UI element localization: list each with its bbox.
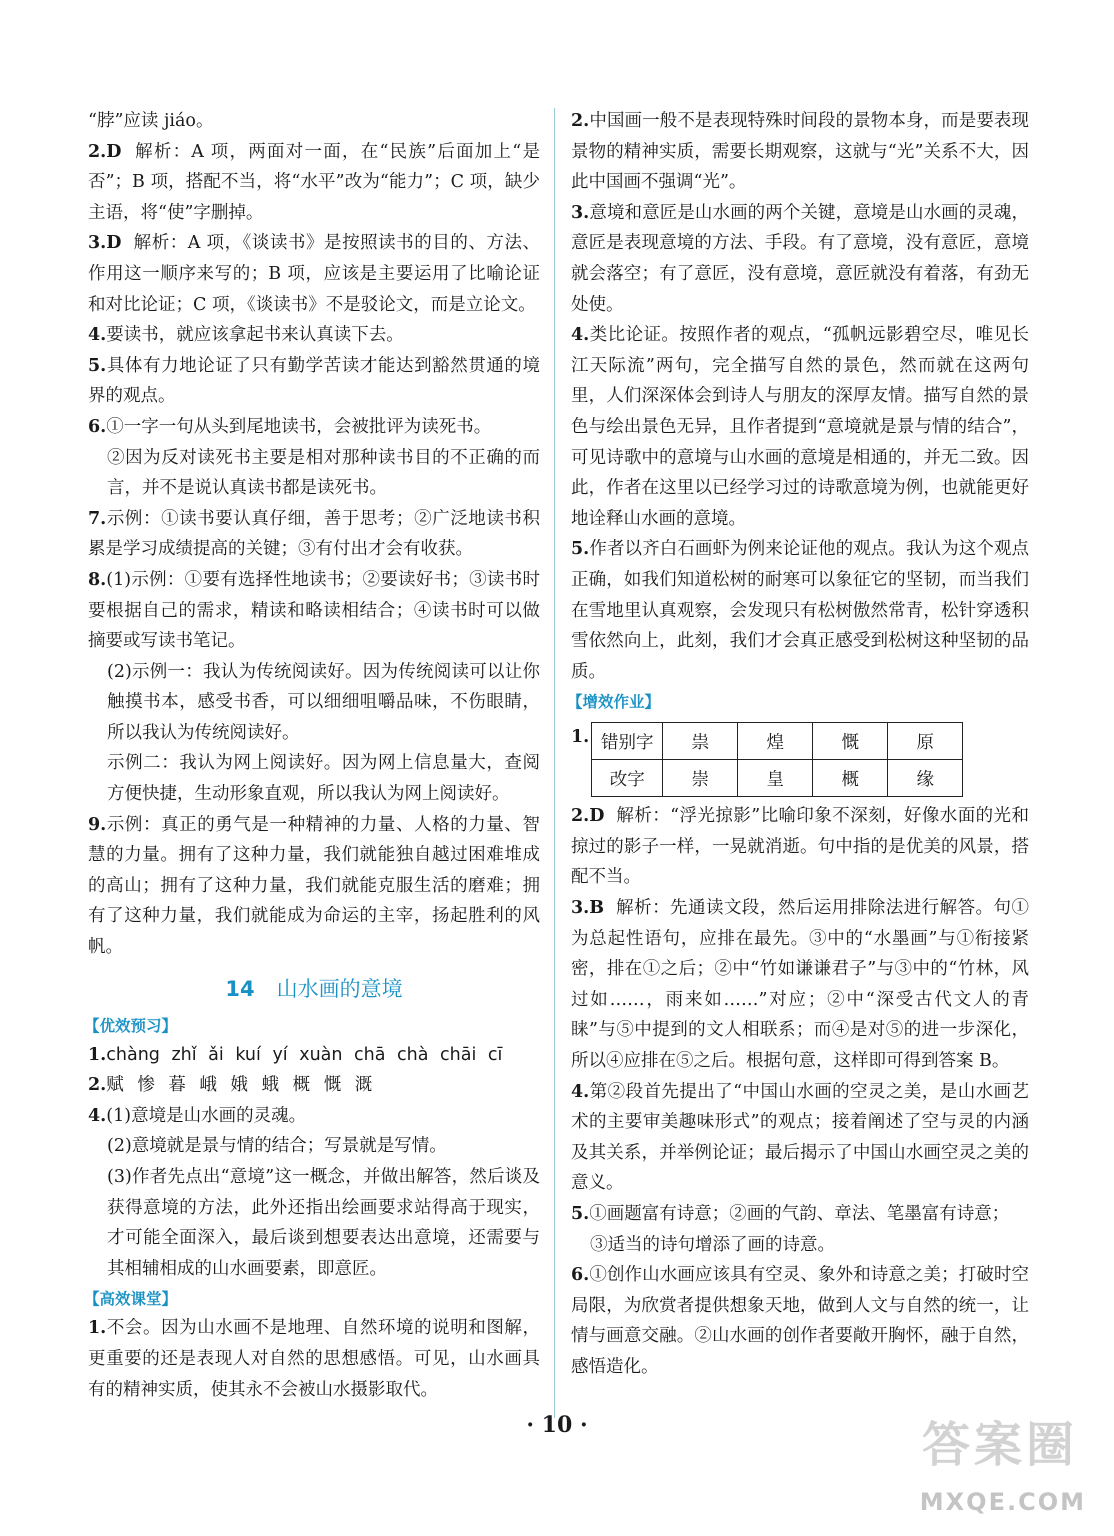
preview-2	[88, 1070, 540, 1101]
answer-text: ①创作山水画应该具有空灵、象外和诗意之美；打破时空局限，为欣赏者提供想象天地，做到人文与自然的统一，让情与画意交融。②山水画的创作者要敞开胸怀，融于自然，感悟造化。	[571, 1265, 1029, 1377]
table-cell: 祟	[663, 723, 738, 760]
answer-5	[88, 351, 540, 412]
answer-4	[88, 320, 540, 351]
preview-1	[88, 1040, 540, 1071]
table-cell: 慨	[813, 723, 888, 760]
table-cell: 缘	[888, 760, 963, 797]
homework-5-part: ③适当的诗句增添了画的诗意。	[590, 1234, 835, 1255]
answer-number: 7.	[88, 508, 107, 529]
answer-text: 解析：先通读文段，然后运用排除法进行解答。句①为总起性语句，应排在最先。③中的“水墨画”与①衔接紧密，排在①之后；②中“竹如谦谦君子”与③中的“竹林，风过如……，雨来如……”对应；②中“深受古代文人的青睐”与⑤中提到的文人相联系；而④是对⑤的进一步深化，所以④应排在⑤之后。根据句意，这样即可得到答案 B。	[571, 898, 1029, 1072]
answer-8-part: 示例二：我认为网上阅读好。因为网上信息量大，查阅方便快捷，生动形象直观，所以我认为网上阅读好。	[107, 753, 540, 805]
answer-number: 9.	[88, 814, 107, 835]
answer-8	[88, 565, 540, 657]
right-column	[567, 106, 1029, 1383]
table-cell: 概	[813, 760, 888, 797]
table-cell: 错别字	[592, 723, 663, 760]
answer-text: 意境和意匠是山水画的两个关键，意境是山水画的灵魂，意匠是表现意境的方法、手段。有了意境，没有意匠，意境就会落空；有了意匠，没有意境，意匠就没有着落，有劲无处使。	[571, 202, 1029, 315]
answer-text: 解析：A 项，《谈读书》是按照读书的目的、方法、作用这一顺序来写的；B 项，应该是主要运用了比喻论证和对比论证；C 项，《谈读书》不是驳论文，而是立论文。	[88, 233, 540, 315]
preview-4-part: (3)作者先点出“意境”这一概念，并做出解答，然后谈及获得意境的方法，此外还指出绘画要求站得高于现实，才可能全面深入，最后谈到想要表达出意境，还需要与其相辅相成的山水画要素，即意匠。	[107, 1167, 540, 1279]
answer-text: 要读书，就应该拿起书来认真读下去。	[106, 325, 404, 346]
table-cell: 改字	[592, 760, 663, 797]
answer-8-part: (2)示例一：我认为传统阅读好。因为传统阅读可以让你触摸书本，感受书香，可以细细咀嚼品味，不伤眼睛，所以我认为传统阅读好。	[107, 661, 540, 743]
table-row	[592, 760, 963, 797]
answer-number: 1.	[571, 727, 590, 748]
table-cell: 原	[888, 723, 963, 760]
answer-2	[88, 137, 540, 229]
answer-number: 2.D	[88, 141, 122, 162]
answer-number: 3.	[571, 202, 590, 223]
answer-number: 4.	[571, 1081, 590, 1102]
answer-text: 解析：“浮光掠影”比喻印象不深刻，好像水面的光和掠过的影子一样，一晃就消逝。句中指的是优美的风景，搭配不当。	[571, 806, 1029, 888]
page-number: · 10 ·	[526, 1412, 588, 1438]
answer-number: 4.	[88, 325, 107, 346]
answer-number: 2.	[88, 1075, 107, 1096]
lesson-title: 山水画的意境	[276, 976, 403, 1001]
answer-line: “脖”应读 jiáo。	[88, 111, 214, 131]
answer-number: 6.	[571, 1265, 590, 1286]
answer-text: 中国画一般不是表现特殊时间段的景物本身，而是要表现景物的精神实质，需要长期观察，这就与“光”关系不大，因此中国画不强调“光”。	[571, 111, 1029, 193]
left-column	[84, 106, 540, 1405]
answer-number: 3.D	[88, 233, 122, 254]
homework-1	[571, 722, 1029, 797]
answer-number: 5.	[88, 355, 107, 376]
answer-number: 4.	[571, 325, 590, 346]
answer-number: 8.	[88, 569, 107, 590]
answer-text: 类比论证。按照作者的观点，“孤帆远影碧空尽，唯见长江天际流”两句，完全描写自然的景色，然而就在这两句里，人们深深体会到诗人与朋友的深厚友情。描写自然的景色与绘出景色无异，且作者提到“意境就是景与情的结合”，可见诗歌中的意境与山水画的意境是相通的，并无二致。因此，作者在这里以已经学习过的诗歌意境为例，也就能更好地诠释山水画的意境。	[571, 325, 1029, 529]
homework-5	[571, 1199, 1029, 1230]
homework-4	[571, 1077, 1029, 1199]
homework-2	[571, 801, 1029, 893]
answer-text: (1)意境是山水画的灵魂。	[106, 1105, 307, 1126]
classroom-4	[571, 320, 1029, 534]
section-tag-preview: 【优效预习】	[84, 1016, 178, 1035]
answer-text: 解析：A 项，两面对一面，在“民族”后面加上“是否”；B 项，搭配不当，将“水平”改为“能力”；C 项，缺少主语，将“使”字删掉。	[88, 141, 540, 223]
answer-text: 具体有力地论证了只有勤学苦读才能达到豁然贯通的境界的观点。	[88, 355, 540, 407]
answer-number: 1.	[88, 1318, 107, 1339]
answer-number: 2.	[571, 111, 590, 131]
character-answers: 赋 惨 暮 峨 娥 蛾 概 慨 溉	[106, 1075, 373, 1096]
preview-4	[88, 1101, 540, 1132]
watermark-url: MXQE.COM	[919, 1488, 1086, 1516]
answer-6	[88, 412, 540, 443]
answer-9	[88, 810, 540, 963]
answer-number: 2.D	[571, 806, 605, 827]
classroom-5	[571, 534, 1029, 687]
answer-text: ①画题富有诗意；②画的气韵、章法、笔墨富有诗意；	[589, 1204, 1010, 1224]
answer-number: 3.B	[571, 898, 605, 919]
answer-number: 4.	[88, 1105, 107, 1126]
classroom-2	[571, 106, 1029, 198]
section-tag-homework: 【增效作业】	[567, 693, 661, 712]
answer-6-part: ②因为反对读死书主要是相对那种读书目的不正确的而言，并不是说认真读书都是读死书。	[107, 447, 540, 499]
lesson-number: 14	[225, 976, 255, 1001]
answer-text: (1)示例：①要有选择性地读书；②要读好书；③读书时要根据自己的需求，精读和略读相结合；④读书时可以做摘要或写读书笔记。	[88, 569, 540, 652]
lesson-heading	[88, 969, 540, 1009]
answer-number: 1.	[88, 1044, 107, 1065]
watermark-text: 答案圈	[921, 1417, 1078, 1473]
homework-6	[571, 1260, 1029, 1382]
answer-3	[88, 228, 540, 320]
classroom-3	[571, 198, 1029, 320]
column-divider	[554, 108, 555, 1418]
pinyin-answers: chàng zhǐ ǎi kuí yí xuàn chā chà chāi cī	[106, 1044, 503, 1065]
answer-number: 5.	[571, 539, 590, 560]
answer-number: 5.	[571, 1204, 590, 1224]
homework-3	[571, 893, 1029, 1077]
table-cell: 崇	[663, 760, 738, 797]
correction-table	[591, 722, 963, 797]
answer-text: 示例：①读书要认真仔细，善于思考；②广泛地读书积累是学习成绩提高的关键；③有付出才会有收获。	[88, 508, 540, 560]
preview-4-part: (2)意境就是景与情的结合；写景就是写情。	[107, 1136, 447, 1157]
answer-text: 第②段首先提出了“中国山水画的空灵之美，是山水画艺术的主要审美趣味形式”的观点；接着阐述了空与灵的内涵及其关系，并举例论证；最后揭示了中国山水画空灵之美的意义。	[571, 1081, 1029, 1194]
table-cell: 煌	[738, 723, 813, 760]
answer-number: 6.	[88, 416, 107, 437]
answer-text: ①一字一句从头到尾地读书，会被批评为读死书。	[106, 416, 492, 437]
answer-text: 作者以齐白石画虾为例来论证他的观点。我认为这个观点正确，如我们知道松树的耐寒可以象征它的坚韧，而当我们在雪地里认真观察，会发现只有松树傲然常青，松针穿透积雪依然向上，此刻，我们才会真正感受到松树这种坚韧的品质。	[571, 539, 1029, 682]
section-tag-classroom: 【高效课堂】	[84, 1290, 178, 1309]
watermark-logo	[916, 1406, 1086, 1516]
answer-text: 示例：真正的勇气是一种精神的力量、人格的力量、智慧的力量。拥有了这种力量，我们就能独自越过困难堆成的高山；拥有了这种力量，我们就能克服生活的磨难；拥有了这种力量，我们就能成为命运的主宰，扬起胜利的风帆。	[88, 814, 540, 958]
classroom-1	[88, 1313, 540, 1405]
answer-text: 不会。因为山水画不是地理、自然环境的说明和图解，更重要的还是表现人对自然的思想感悟。可见，山水画具有的精神实质，使其永不会被山水摄影取代。	[88, 1318, 540, 1400]
answer-7	[88, 504, 540, 565]
table-row	[592, 723, 963, 760]
table-cell: 皇	[738, 760, 813, 797]
